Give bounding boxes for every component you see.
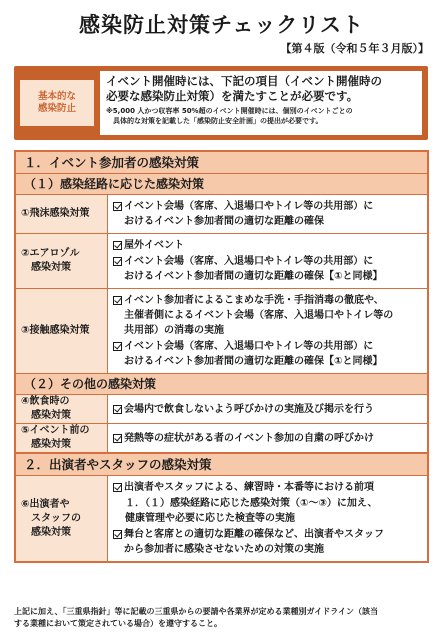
checklist-item[interactable]	[113, 339, 422, 369]
row-label: ⑥出演者や スタッフの 感染対策	[16, 476, 108, 561]
row-label: ②エアロゾル 感染対策	[16, 234, 108, 288]
checklist-item[interactable]	[113, 431, 374, 446]
basic-prevention-box	[14, 66, 428, 140]
row-label: ⑤イベント前の 感染対策	[16, 424, 108, 452]
basic-prevention-label: 基本的な 感染防止	[20, 80, 94, 126]
checklist-table	[14, 150, 429, 563]
checkbox-checked-icon[interactable]	[113, 342, 122, 351]
checkbox-checked-icon[interactable]	[113, 202, 122, 211]
item-text: 会場内で飲食しないよう呼びかけの実施及び掲示を行う	[124, 403, 374, 415]
item-text: 屋外イベント	[124, 240, 184, 251]
page-title: 感染防止対策チェックリスト	[79, 13, 364, 37]
item-text: イベント参加者によるこまめな手洗・手指消毒の徹底や、 主催者側によるイベント会場（客席、入退場口やトイレ等の 共用部）の消毒の実施	[124, 295, 394, 336]
basic-prevention-note: ※5,000 人かつ収容率 50%超のイベント開催時には、個別のイベントごとの 具体的な対策を記載した「感染防止安全計画」の提出が必要です。	[106, 107, 353, 125]
checkbox-checked-icon[interactable]	[113, 241, 122, 250]
checklist-row-contact	[16, 289, 427, 374]
checklist-row-eating	[16, 395, 427, 424]
basic-prevention-main-text: イベント開催時には、下記の項目（イベント開催時の 必要な感染防止対策）を満たすことが必要です。	[106, 74, 382, 103]
row-label: ①飛沫感染対策	[16, 195, 108, 233]
checklist-row-droplet	[16, 195, 427, 234]
checkbox-checked-icon[interactable]	[113, 434, 122, 443]
item-subtext: １．（１）感染経路に応じた感染対策（①～③）に加え、 健康管理や必要に応じた検査等の実施	[125, 498, 378, 524]
basic-prevention-body	[100, 71, 422, 135]
footer-note: 上記に加え、「三重県指針」等に記載の三重県からの要請や各業界が定める業種別ガイドライン（該当 する業種において策定されている場合）を遵守すること。	[14, 607, 378, 628]
section-1-heading: １．イベント参加者の感染対策	[16, 152, 427, 174]
item-text: イベント会場（客席、入退場口やトイレ等の共用部）に おけるイベント参加者間の適切な距離の確保	[124, 201, 374, 227]
edition-label: 【第４版（令和５年３月版）】	[280, 42, 429, 55]
checkbox-checked-icon[interactable]	[113, 257, 122, 266]
checklist-item[interactable]	[113, 402, 374, 417]
checklist-item[interactable]	[113, 254, 422, 284]
checklist-item[interactable]	[113, 199, 422, 229]
checklist-item[interactable]	[113, 480, 422, 495]
checkbox-checked-icon[interactable]	[113, 483, 122, 492]
item-text: 舞台と客席との適切な距離の確保など、出演者やスタッフ から参加者に感染させないための対策の実施	[124, 529, 384, 555]
checklist-item[interactable]	[113, 527, 422, 557]
checklist-item[interactable]	[113, 293, 422, 338]
item-text: 発熱等の症状がある者のイベント参加の自粛の呼びかけ	[124, 432, 374, 444]
checklist-row-pre-event	[16, 424, 427, 453]
checklist-row-performers	[16, 476, 427, 561]
checklist-row-aerosol	[16, 234, 427, 289]
checkbox-checked-icon[interactable]	[113, 405, 122, 414]
section-1-2-heading: （２）その他の感染対策	[16, 374, 427, 395]
row-label: ④飲食時の 感染対策	[16, 395, 108, 423]
section-1-1-heading: （１）感染経路に応じた感染対策	[16, 174, 427, 195]
checkbox-checked-icon[interactable]	[113, 296, 122, 305]
section-2-heading: ２．出演者やスタッフの感染対策	[16, 453, 427, 476]
item-text: 出演者やスタッフによる、練習時・本番等における前項	[124, 482, 374, 493]
item-text: イベント会場（客席、入退場口やトイレ等の共用部）に おけるイベント参加者間の適切な距離の確保【①と同様】	[124, 256, 383, 282]
item-text: イベント会場（客席、入退場口やトイレ等の共用部）に おけるイベント参加者間の適切な距離の確保【①と同様】	[124, 341, 383, 367]
row-label: ③接触感染対策	[16, 289, 108, 373]
checklist-item[interactable]	[113, 238, 422, 253]
checkbox-checked-icon[interactable]	[113, 530, 122, 539]
